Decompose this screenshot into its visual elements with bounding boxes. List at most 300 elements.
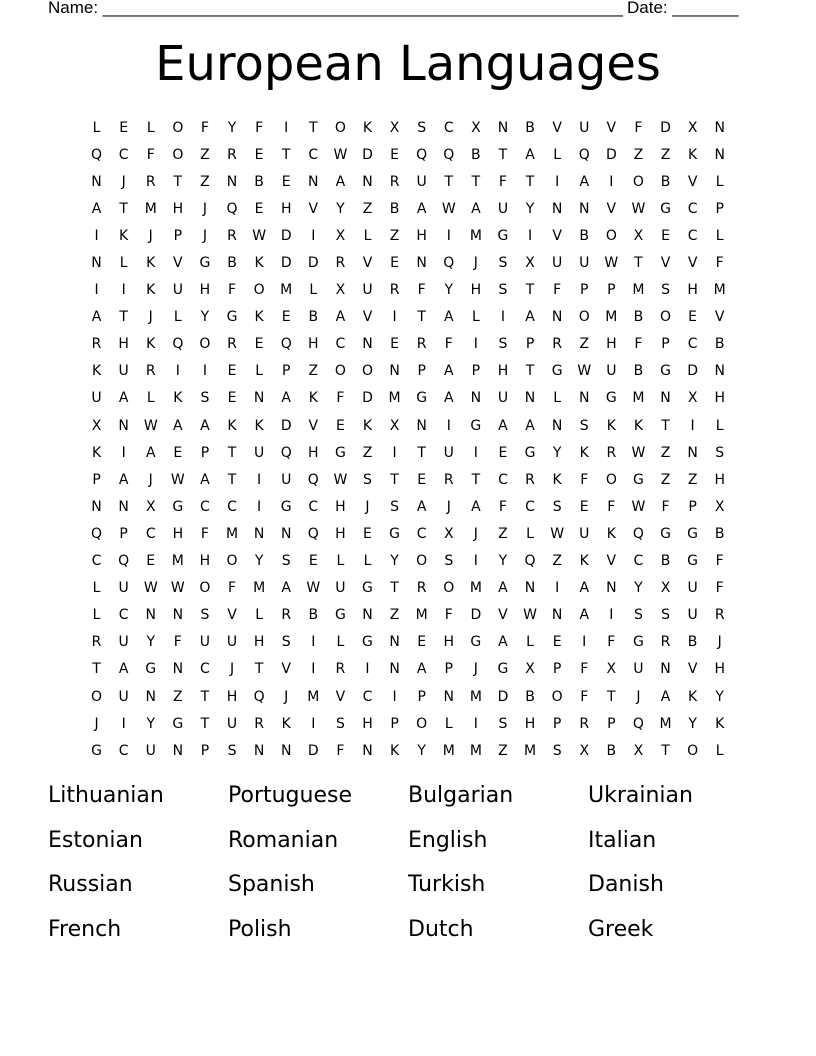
grid-letter: B — [633, 309, 644, 326]
grid-letter: W — [577, 363, 592, 380]
grid-letter: T — [607, 688, 616, 705]
grid-letter: O — [632, 173, 644, 190]
grid-letter: K — [606, 525, 616, 542]
grid-letter: R — [91, 634, 102, 651]
grid-letter: N — [118, 498, 129, 515]
grid-letter: O — [416, 715, 428, 732]
grid-letter: N — [606, 580, 617, 597]
word-list-item: Turkish — [408, 872, 486, 897]
grid-letter: A — [443, 390, 454, 407]
grid-letter: R — [281, 607, 292, 624]
grid-letter: Z — [660, 471, 671, 488]
grid-letter: R — [714, 607, 725, 624]
grid-letter: F — [634, 119, 643, 136]
grid-letter: G — [145, 661, 157, 678]
grid-letter: B — [389, 200, 400, 217]
page-title: European Languages — [155, 36, 661, 92]
grid-letter: Q — [443, 146, 455, 163]
grid-letter: T — [444, 173, 454, 190]
grid-letter: H — [443, 634, 455, 651]
grid-letter: S — [579, 417, 589, 434]
grid-letter: G — [497, 227, 509, 244]
grid-letter: B — [254, 173, 264, 190]
grid-letter: K — [119, 227, 129, 244]
grid-row — [83, 683, 733, 710]
word-list-item: Polish — [228, 916, 292, 942]
grid-letter: A — [200, 471, 210, 488]
grid-letter: X — [579, 742, 590, 759]
grid-letter: R — [552, 336, 562, 353]
grid-letter: R — [91, 336, 102, 353]
grid-letter: P — [552, 715, 562, 732]
grid-letter: M — [524, 742, 537, 759]
grid-row — [83, 656, 733, 683]
grid-letter: T — [417, 309, 426, 326]
grid-letter: J — [229, 661, 235, 678]
grid-letter: U — [335, 580, 346, 597]
grid-letter: I — [609, 173, 614, 190]
word-list-item: Romanian — [228, 827, 339, 853]
grid-letter: A — [118, 661, 129, 678]
grid-letter: T — [525, 363, 535, 380]
grid-row — [83, 331, 733, 358]
grid-letter: U — [362, 282, 373, 299]
grid-letter: N — [551, 309, 563, 326]
grid-letter: B — [714, 336, 725, 353]
grid-letter: U — [606, 363, 617, 380]
grid-letter: A — [579, 580, 590, 597]
grid-letter: N — [145, 688, 156, 705]
grid-letter: T — [661, 417, 670, 434]
grid-letter: E — [119, 119, 129, 136]
grid-letter: F — [715, 255, 724, 272]
grid-letter: S — [498, 282, 508, 299]
grid-letter: F — [227, 282, 237, 299]
grid-letter: P — [607, 715, 616, 732]
grid-letter: E — [390, 146, 399, 163]
grid-letter: F — [200, 119, 209, 136]
grid-letter: A — [660, 688, 671, 705]
grid-letter: N — [280, 742, 292, 759]
grid-letter: P — [417, 363, 426, 380]
grid-letter: N — [91, 498, 102, 515]
grid-letter: N — [714, 363, 725, 380]
grid-letter: X — [389, 119, 400, 136]
grid-letter: I — [392, 309, 397, 326]
grid-letter: P — [688, 498, 697, 515]
grid-letter: O — [416, 553, 428, 570]
grid-letter: N — [660, 661, 671, 678]
grid-letter: R — [416, 580, 427, 597]
grid-letter: S — [281, 553, 291, 570]
grid-letter: X — [335, 227, 346, 244]
grid-letter: Q — [280, 444, 292, 461]
grid-letter: C — [118, 146, 129, 163]
grid-letter: C — [335, 336, 346, 353]
grid-letter: X — [714, 498, 725, 515]
grid-letter: O — [361, 363, 373, 380]
grid-letter: F — [607, 498, 616, 515]
grid-letter: N — [91, 173, 102, 190]
worksheet-header — [48, 0, 748, 19]
grid-letter: I — [555, 173, 560, 190]
grid-letter: P — [281, 363, 291, 380]
grid-letter: F — [417, 282, 426, 299]
grid-letter: T — [281, 146, 291, 163]
grid-letter: H — [308, 444, 319, 461]
grid-letter: G — [660, 363, 671, 380]
grid-letter: U — [497, 390, 509, 407]
grid-letter: V — [606, 553, 617, 570]
grid-letter: Q — [280, 336, 292, 353]
grid-letter: Q — [91, 525, 103, 542]
grid-letter: J — [446, 498, 451, 515]
grid-letter: A — [416, 661, 427, 678]
grid-letter: F — [444, 607, 453, 624]
grid-letter: U — [633, 661, 644, 678]
grid-letter: B — [606, 742, 617, 759]
grid-letter: B — [579, 227, 590, 244]
grid-letter: L — [526, 525, 534, 542]
grid-letter: Q — [118, 553, 130, 570]
grid-letter: O — [226, 553, 238, 570]
grid-letter: C — [145, 525, 156, 542]
grid-letter: N — [253, 390, 265, 407]
grid-letter: G — [605, 390, 617, 407]
grid-letter: E — [417, 634, 427, 651]
grid-letter: K — [389, 742, 400, 759]
grid-letter: V — [281, 661, 291, 678]
grid-letter: B — [525, 119, 535, 136]
grid-letter: T — [471, 173, 481, 190]
grid-letter: C — [687, 336, 698, 353]
grid-letter: Y — [417, 742, 426, 759]
grid-letter: N — [172, 607, 184, 624]
grid-letter: H — [524, 715, 536, 732]
grid-letter: H — [335, 498, 346, 515]
grid-letter: V — [606, 200, 617, 217]
grid-letter: X — [633, 227, 644, 244]
grid-letter: G — [334, 607, 346, 624]
grid-letter: Y — [444, 282, 454, 299]
grid-letter: Y — [715, 688, 724, 705]
grid-letter: O — [172, 146, 184, 163]
grid-letter: F — [146, 146, 155, 163]
grid-letter: Z — [660, 444, 671, 461]
grid-letter: O — [660, 309, 672, 326]
grid-letter: K — [688, 146, 698, 163]
grid-letter: R — [335, 661, 346, 678]
grid-letter: X — [606, 661, 617, 678]
grid-letter: S — [281, 634, 291, 651]
grid-row — [83, 439, 733, 466]
grid-row — [83, 358, 733, 385]
grid-letter: U — [118, 634, 129, 651]
grid-letter: F — [715, 580, 724, 597]
grid-letter: P — [580, 282, 589, 299]
grid-letter: N — [91, 255, 102, 272]
grid-letter: Z — [200, 173, 210, 190]
grid-letter: U — [281, 471, 292, 488]
grid-letter: T — [92, 661, 101, 678]
grid-letter: E — [688, 309, 698, 326]
grid-letter: F — [498, 173, 507, 190]
grid-letter: E — [498, 444, 508, 461]
grid-letter: A — [471, 498, 481, 515]
grid-letter: M — [713, 282, 726, 299]
grid-letter: H — [280, 200, 292, 217]
grid-letter: K — [254, 255, 264, 272]
grid-letter: A — [281, 580, 291, 597]
grid-letter: W — [306, 580, 321, 597]
grid-letter: B — [633, 363, 644, 380]
grid-letter: A — [498, 634, 508, 651]
grid-letter: Y — [390, 553, 399, 570]
grid-letter: T — [309, 119, 318, 136]
grid-row — [83, 141, 733, 168]
grid-letter: K — [173, 390, 183, 407]
grid-letter: A — [525, 146, 535, 163]
grid-letter: M — [632, 390, 645, 407]
grid-letter: J — [121, 173, 126, 190]
grid-letter: S — [552, 498, 562, 515]
grid-letter: G — [172, 715, 184, 732]
grid-letter: W — [170, 580, 185, 597]
grid-letter: S — [363, 471, 372, 488]
grid-letter: U — [118, 580, 129, 597]
grid-letter: O — [91, 688, 103, 705]
grid-letter: W — [631, 444, 646, 461]
grid-letter: J — [473, 525, 478, 542]
grid-letter: N — [362, 173, 373, 190]
grid-letter: P — [200, 444, 210, 461]
grid-letter: A — [145, 444, 156, 461]
grid-letter: Z — [362, 444, 373, 461]
grid-letter: L — [173, 309, 182, 326]
grid-letter: S — [552, 742, 562, 759]
grid-letter: V — [335, 688, 346, 705]
grid-letter: N — [389, 661, 400, 678]
grid-letter: P — [552, 661, 562, 678]
word-list-item: Bulgarian — [408, 783, 514, 808]
grid-letter: G — [280, 498, 292, 515]
grid-letter: H — [199, 282, 211, 299]
grid-letter: S — [633, 607, 643, 624]
grid-letter: Q — [307, 525, 319, 542]
grid-letter: S — [227, 742, 237, 759]
grid-letter: J — [636, 688, 641, 705]
grid-letter: U — [552, 255, 563, 272]
grid-letter: X — [525, 661, 535, 678]
grid-letter: N — [389, 363, 400, 380]
grid-letter: P — [200, 742, 210, 759]
grid-letter: L — [715, 742, 724, 759]
grid-letter: K — [146, 255, 156, 272]
grid-row — [83, 277, 733, 304]
grid-letter: R — [227, 227, 237, 244]
grid-letter: L — [715, 227, 724, 244]
grid-letter: D — [470, 607, 482, 624]
grid-letter: O — [199, 336, 211, 353]
grid-letter: Z — [498, 742, 508, 759]
grid-letter: S — [444, 553, 454, 570]
grid-letter: T — [498, 146, 508, 163]
grid-letter: B — [471, 146, 481, 163]
grid-letter: G — [362, 580, 373, 597]
grid-letter: X — [389, 417, 400, 434]
grid-letter: N — [497, 119, 509, 136]
grid-letter: C — [525, 498, 535, 515]
grid-letter: V — [498, 607, 508, 624]
grid-letter: I — [121, 715, 126, 732]
grid-letter: V — [687, 661, 698, 678]
grid-letter: M — [469, 227, 482, 244]
grid-letter: W — [550, 525, 565, 542]
grid-letter: F — [200, 525, 209, 542]
grid-letter: M — [171, 553, 184, 570]
grid-letter: I — [311, 661, 316, 678]
grid-letter: O — [443, 580, 455, 597]
grid-letter: B — [660, 553, 671, 570]
grid-letter: B — [308, 309, 319, 326]
grid-letter: A — [335, 309, 346, 326]
grid-letter: J — [717, 634, 722, 651]
grid-letter: L — [526, 634, 534, 651]
grid-letter: G — [497, 661, 509, 678]
grid-letter: L — [444, 715, 453, 732]
grid-letter: I — [257, 498, 262, 515]
grid-letter: A — [471, 200, 481, 217]
grid-letter: F — [634, 336, 643, 353]
grid-letter: A — [579, 173, 590, 190]
grid-letter: I — [284, 119, 289, 136]
grid-letter: E — [146, 553, 156, 570]
grid-letter: W — [170, 471, 185, 488]
word-list-item: Russian — [48, 872, 133, 897]
grid-letter: A — [443, 309, 454, 326]
grid-letter: U — [91, 390, 102, 407]
word-list — [48, 778, 788, 956]
grid-letter: V — [308, 417, 319, 434]
grid-letter: F — [715, 553, 724, 570]
grid-letter: T — [200, 688, 210, 705]
grid-letter: Q — [416, 146, 428, 163]
grid-letter: V — [552, 227, 562, 244]
grid-letter: C — [308, 498, 319, 515]
grid-letter: G — [172, 498, 184, 515]
grid-letter: I — [365, 661, 370, 678]
grid-letter: M — [253, 580, 266, 597]
grid-letter: N — [389, 634, 400, 651]
grid-letter: Q — [632, 525, 644, 542]
grid-letter: Y — [254, 553, 264, 570]
grid-letter: S — [661, 282, 670, 299]
word-list-item: Danish — [588, 872, 664, 897]
grid-letter: A — [200, 417, 210, 434]
grid-letter: J — [94, 715, 99, 732]
grid-letter: D — [280, 227, 292, 244]
grid-letter: X — [687, 119, 698, 136]
grid-letter: G — [199, 255, 211, 272]
grid-letter: T — [417, 444, 426, 461]
grid-row — [83, 168, 733, 195]
grid-letter: G — [687, 525, 699, 542]
grid-letter: J — [148, 471, 153, 488]
grid-letter: E — [254, 146, 264, 163]
grid-letter: G — [470, 417, 482, 434]
grid-letter: K — [146, 336, 156, 353]
grid-letter: P — [444, 661, 453, 678]
grid-letter: K — [688, 688, 698, 705]
grid-letter: H — [172, 525, 184, 542]
word-search-grid — [83, 114, 733, 764]
grid-letter: E — [173, 444, 183, 461]
grid-letter: L — [255, 363, 264, 380]
grid-letter: O — [551, 688, 563, 705]
grid-letter: V — [552, 119, 562, 136]
grid-letter: Z — [633, 146, 644, 163]
grid-letter: F — [444, 336, 453, 353]
grid-letter: C — [200, 661, 210, 678]
grid-letter: Y — [200, 309, 210, 326]
grid-letter: G — [551, 363, 563, 380]
grid-letter: J — [473, 255, 478, 272]
grid-letter: Y — [336, 200, 345, 217]
grid-letter: L — [336, 553, 345, 570]
grid-letter: E — [335, 417, 345, 434]
grid-letter: K — [308, 390, 318, 407]
grid-letter: L — [715, 173, 724, 190]
grid-letter: C — [687, 200, 698, 217]
grid-letter: E — [390, 255, 399, 272]
grid-letter: H — [362, 715, 373, 732]
grid-letter: R — [335, 255, 346, 272]
grid-letter: U — [579, 525, 590, 542]
grid-letter: R — [227, 146, 237, 163]
grid-letter: H — [497, 363, 509, 380]
grid-letter: S — [498, 715, 508, 732]
grid-letter: T — [471, 471, 481, 488]
grid-letter: U — [253, 444, 265, 461]
grid-letter: A — [281, 390, 291, 407]
grid-letter: J — [148, 227, 153, 244]
grid-letter: N — [362, 607, 373, 624]
grid-letter: L — [92, 119, 101, 136]
grid-letter: H — [714, 661, 725, 678]
grid-letter: F — [173, 634, 182, 651]
grid-row — [83, 222, 733, 249]
grid-letter: B — [660, 173, 671, 190]
grid-letter: G — [91, 742, 102, 759]
grid-letter: N — [551, 200, 563, 217]
grid-letter: U — [579, 255, 590, 272]
grid-letter: O — [253, 282, 265, 299]
grid-letter: V — [362, 309, 373, 326]
grid-letter: A — [416, 200, 427, 217]
grid-letter: H — [118, 336, 129, 353]
grid-letter: A — [525, 309, 535, 326]
grid-letter: Y — [146, 634, 156, 651]
word-list-item: Italian — [588, 827, 657, 853]
grid-letter: C — [416, 525, 427, 542]
grid-letter: R — [525, 471, 535, 488]
grid-letter: P — [525, 336, 535, 353]
grid-letter: T — [390, 580, 399, 597]
grid-letter: N — [280, 525, 292, 542]
grid-letter: I — [473, 553, 478, 570]
grid-letter: F — [661, 498, 670, 515]
grid-letter: E — [227, 363, 237, 380]
